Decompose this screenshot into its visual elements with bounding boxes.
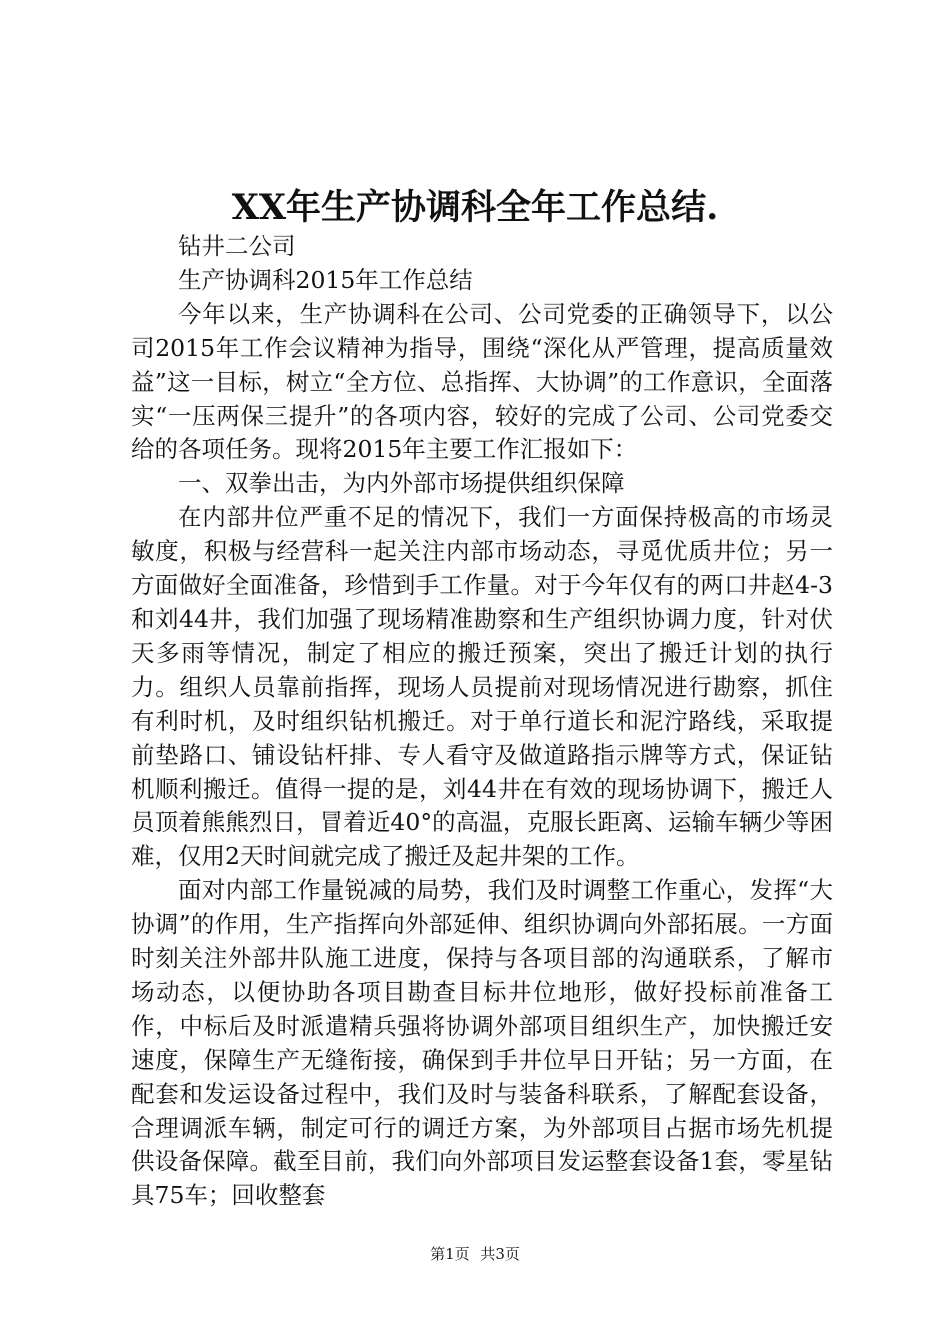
document-title: XX年生产协调科全年工作总结.	[231, 187, 719, 228]
paragraph-company: 钻井二公司	[178, 232, 296, 260]
page-total: 共3页	[480, 1245, 520, 1263]
paragraph-intro: 今年以来，生产协调科在公司、公司党委的正确领导下，以公司2015年工作会议精神为指导，围绕“深化从严管理，提高质量效益”这一目标，树立“全方位、总指挥、大协调”的工作意识，全面落实“一压两保三提升”的各项内容，较好的完成了公司、公司党委交给的各项任务。现将2015年主要工作汇报如下：	[131, 299, 833, 464]
paragraph-external-market: 面对内部工作量锐减的局势，我们及时调整工作重心，发挥“大协调”的作用，生产指挥向外部延伸、组织协调向外部拓展。一方面时刻关注外部井队施工进度，保持与各项目部的沟通联系，了解市场动态，以便协助各项目勘查目标井位地形，做好投标前准备工作，中标后及时派遣精兵强将协调外部项目组织生产，加快搬迁安速度，保障生产无缝衔接，确保到手井位早日开钻；另一方面，在配套和发运设备过程中，我们及时与装备科联系，了解配套设备，合理调派车辆，制定可行的调迁方案，为外部项目占据市场先机提供设备保障。截至目前，我们向外部项目发运整套设备1套，零星钻具75车；回收整套	[131, 876, 833, 1210]
paragraph-section-heading: 一、双拳出击，为内外部市场提供组织保障	[178, 469, 625, 498]
page-footer	[0, 1244, 950, 1264]
paragraph-subtitle: 生产协调科2015年工作总结	[178, 265, 473, 294]
document-body	[131, 230, 833, 1213]
page-number: 第1页	[430, 1245, 470, 1263]
paragraph-internal-market: 在内部井位严重不足的情况下，我们一方面保持极高的市场灵敏度，积极与经营科一起关注内部市场动态，寻觅优质井位；另一方面做好全面准备，珍惜到手工作量。对于今年仅有的两口井赵4-3和刘44井，我们加强了现场精准勘察和生产组织协调力度，针对伏天多雨等情况，制定了相应的搬迁预案，突出了搬迁计划的执行力。组织人员靠前指挥，现场人员提前对现场情况进行勘察，抓住有利时机，及时组织钻机搬迁。对于单行道长和泥泞路线，采取提前垫路口、铺设钻杆排、专人看守及做道路指示牌等方式，保证钻机顺利搬迁。值得一提的是，刘44井在有效的现场协调下，搬迁人员顶着熊熊烈日，冒着近40°的高温，克服长距离、运输车辆少等困难，仅用2天时间就完成了搬迁及起井架的工作。	[131, 503, 833, 871]
